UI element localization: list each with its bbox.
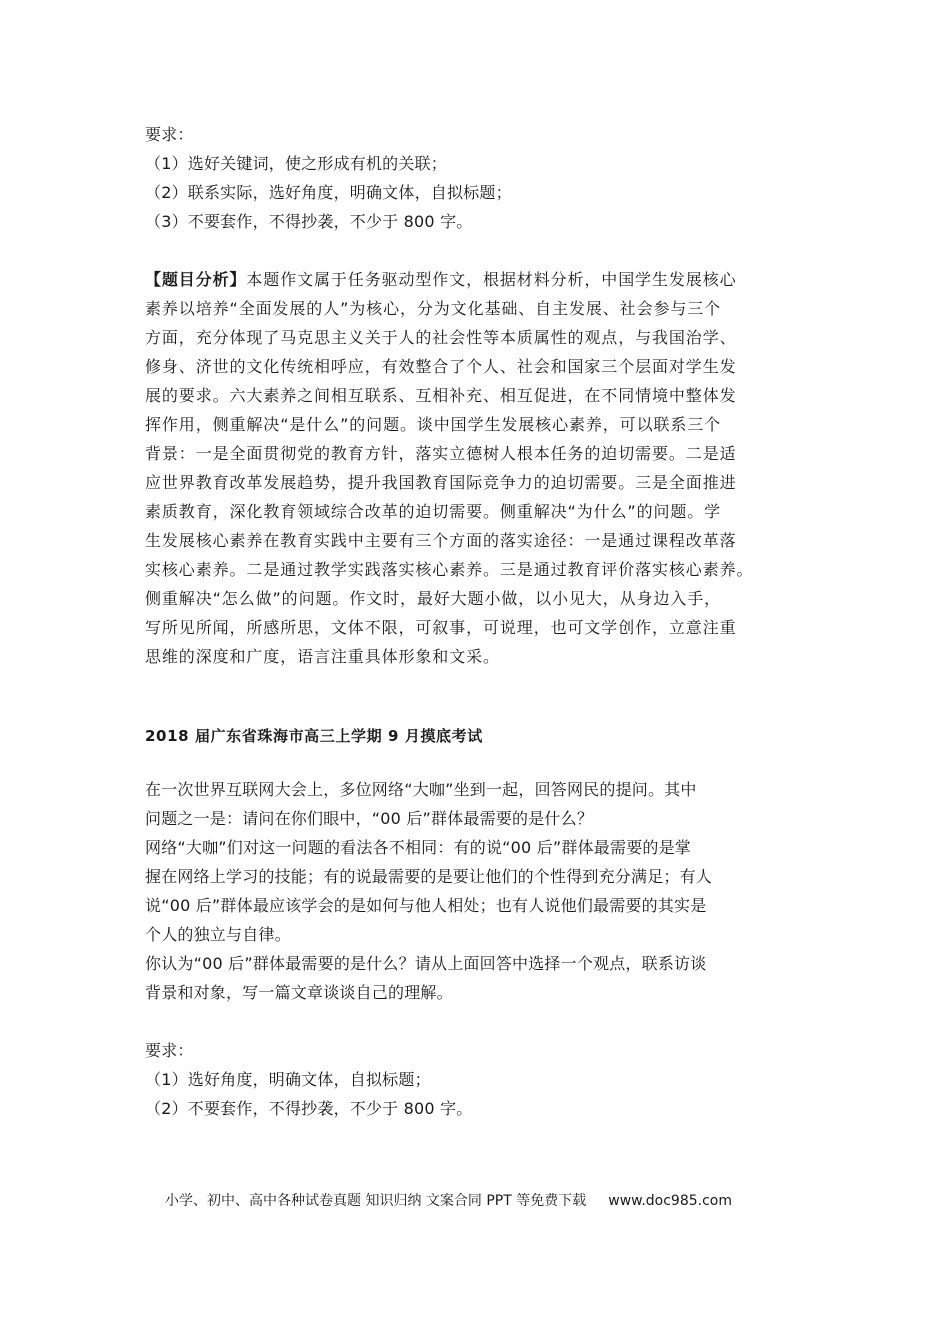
footer-site-link[interactable]: www.doc985.com bbox=[608, 1193, 732, 1209]
analysis-line: 素养以培养“全面发展的人”为核心，分为文化基础、自主发展、社会参与三个 bbox=[145, 299, 722, 318]
analysis-line: 挥作用，侧重解决“是什么”的问题。谈中国学生发展核心素养，可以联系三个 bbox=[145, 415, 722, 434]
analysis-line: 思维的深度和广度，语言注重具体形象和文采。 bbox=[145, 647, 500, 666]
page-footer bbox=[165, 1190, 805, 1212]
requirement-item: （3）不要套作，不得抄袭，不少于 800 字。 bbox=[145, 212, 473, 231]
prompt-line: 说“00 后”群体最应该学会的是如何与他人相处；也有人说他们最需要的其实是 bbox=[145, 896, 707, 915]
prompt-line: 问题之一是：请问在你们眼中，“00 后”群体最需要的是什么？ bbox=[145, 809, 594, 828]
prompt-line: 你认为“00 后”群体最需要的是什么？请从上面回答中选择一个观点，联系访谈 bbox=[145, 954, 707, 973]
analysis-line: 展的要求。六大素养之间相互联系、互相补充、相互促进，在不同情境中整体发 bbox=[145, 386, 737, 405]
section-title-block bbox=[145, 722, 810, 751]
requirement-item: （1）选好关键词，使之形成有机的关联； bbox=[145, 154, 447, 173]
analysis-line: 方面，充分体现了马克思主义关于人的社会性等本质属性的观点，与我国治学、 bbox=[145, 328, 737, 347]
requirements-heading: 要求： bbox=[145, 125, 194, 144]
prompt-line: 背景和对象，写一篇文章谈谈自己的理解。 bbox=[145, 983, 453, 1002]
analysis-line: 修身、济世的文化传统相呼应，有效整合了个人、社会和国家三个层面对学生发 bbox=[145, 357, 737, 376]
analysis-line: 生发展核心素养在教育实践中主要有三个方面的落实途径：一是通过课程改革落 bbox=[145, 531, 737, 550]
requirement-item: （2）不要套作，不得抄袭，不少于 800 字。 bbox=[145, 1099, 473, 1118]
requirement-item: （1）选好角度，明确文体，自拟标题； bbox=[145, 1070, 431, 1089]
analysis-block bbox=[145, 265, 810, 671]
analysis-line bbox=[145, 265, 810, 294]
requirements-heading: 要求： bbox=[145, 1041, 194, 1060]
prompt-line: 网络“大咖”们对这一问题的看法各不相同：有的说“00 后”群体最需要的是掌 bbox=[145, 838, 692, 857]
analysis-line: 侧重解决“怎么做”的问题。作文时，最好大题小做，以小见大，从身边入手， bbox=[145, 589, 722, 608]
section-title: 2018 届广东省珠海市高三上学期 9 月摸底考试 bbox=[145, 727, 483, 745]
requirements-block-1 bbox=[145, 120, 810, 236]
analysis-line: 写所见所闻，所感所思，文体不限，可叙事，可说理，也可文学创作，立意注重 bbox=[145, 618, 737, 637]
prompt-line: 在一次世界互联网大会上，多位网络“大咖”坐到一起，回答网民的提问。其中 bbox=[145, 780, 697, 799]
analysis-label: 【题目分析】 bbox=[145, 270, 247, 289]
analysis-line: 背景：一是全面贯彻党的教育方针，落实立德树人根本任务的迫切需要。二是适 bbox=[145, 444, 737, 463]
prompt-block bbox=[145, 775, 810, 1007]
requirements-block-2 bbox=[145, 1036, 810, 1123]
analysis-text: 本题作文属于任务驱动型作文，根据材料分析，中国学生发展核心 bbox=[246, 270, 737, 289]
analysis-line: 实核心素养。二是通过教学实践落实核心素养。三是通过教育评价落实核心素养。 bbox=[145, 560, 754, 579]
analysis-line: 应世界教育改革发展趋势，提升我国教育国际竞争力的迫切需要。三是全面推进 bbox=[145, 473, 737, 492]
requirement-item: （2）联系实际，选好角度，明确文体，自拟标题； bbox=[145, 183, 512, 202]
prompt-line: 握在网络上学习的技能；有的说最需要的是要让他们的个性得到充分满足；有人 bbox=[145, 867, 713, 886]
footer-text: 小学、初中、高中各种试卷真题 知识归纳 文案合同 PPT 等免费下载 bbox=[165, 1193, 587, 1209]
document-body bbox=[145, 120, 810, 1123]
analysis-line: 素质教育，深化教育领域综合改革的迫切需要。侧重解决“为什么”的问题。学 bbox=[145, 502, 722, 521]
prompt-line: 个人的独立与自律。 bbox=[145, 925, 291, 944]
